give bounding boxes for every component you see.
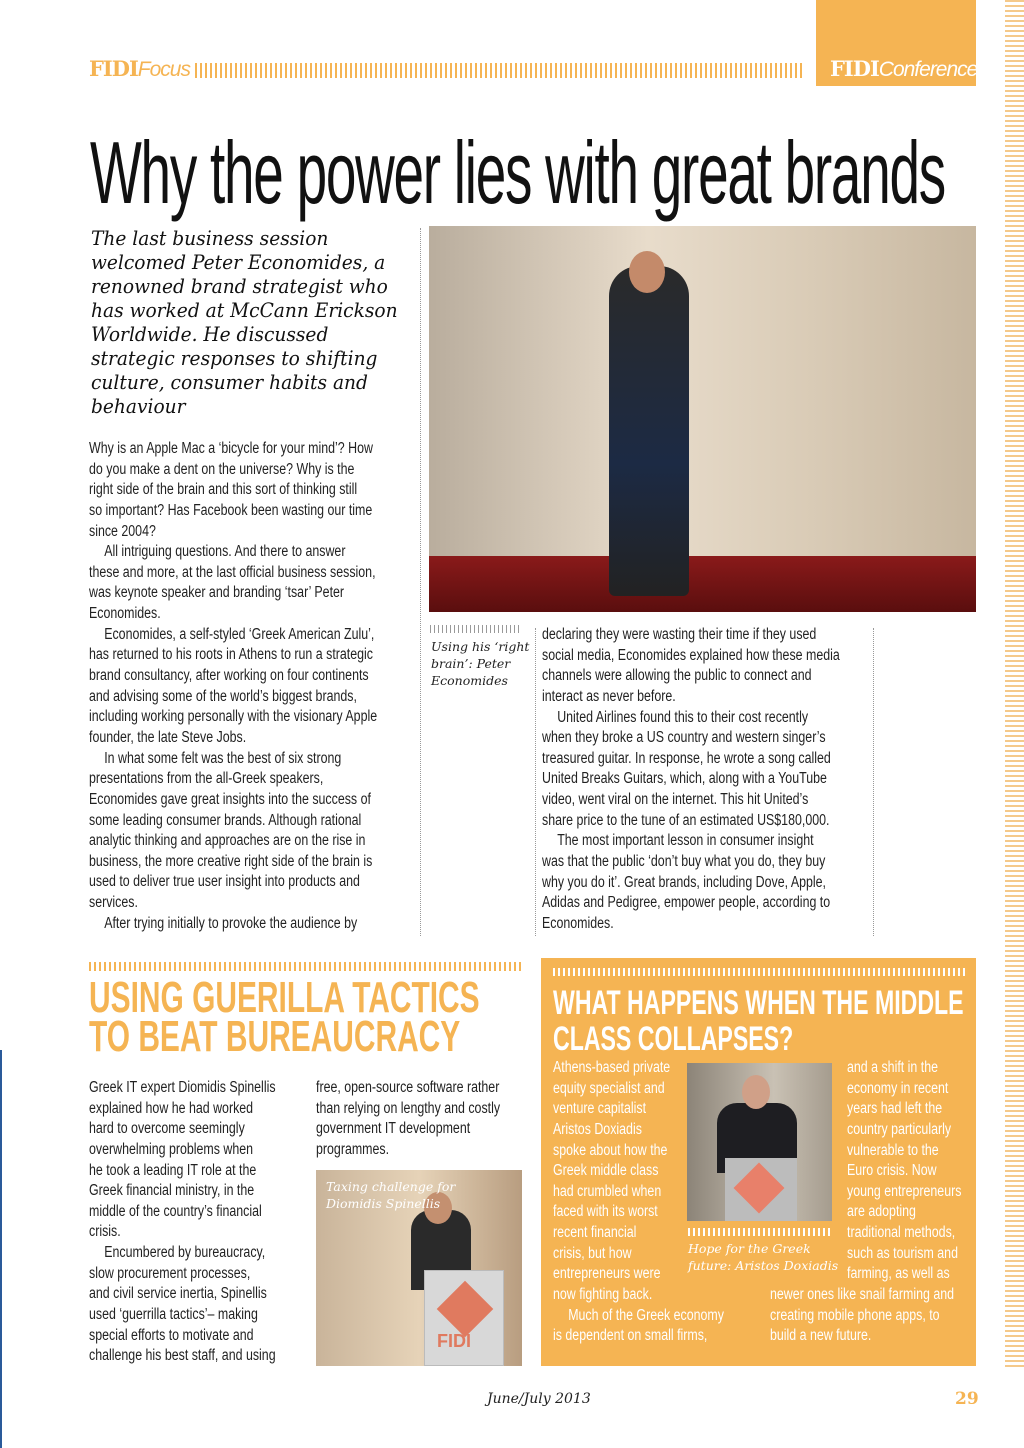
section-stripe: [553, 968, 967, 976]
text-line: middle of the country’s financial: [89, 1202, 262, 1220]
text-line: used ‘guerrilla tactics’– making: [89, 1306, 258, 1324]
text-line: creating mobile phone apps, to: [770, 1306, 940, 1324]
text-line: traditional methods,: [847, 1224, 956, 1242]
text-line: build a new future.: [770, 1327, 872, 1345]
deck-line: has worked at McCann Erickson: [91, 298, 398, 322]
text-line: was keynote speaker and branding ‘tsar’ Peter: [89, 584, 345, 602]
text-line: faced with its worst: [553, 1203, 658, 1221]
text-line: Euro crisis. Now: [847, 1162, 937, 1180]
caption-line: brain’: Peter: [431, 656, 511, 671]
text-line: entrepreneurs were: [553, 1265, 661, 1283]
speaker-photo: [429, 226, 976, 612]
caption-line: Diomidis Spinellis: [326, 1196, 441, 1211]
text-line: hard to overcome seemingly: [89, 1120, 245, 1138]
text-line: government IT development: [316, 1120, 471, 1138]
caption-stripe: [430, 625, 522, 633]
deck-line: strategic responses to shifting: [91, 346, 378, 370]
text-line: and a shift in the: [847, 1059, 938, 1076]
text-line: equity specialist and: [553, 1079, 665, 1097]
deck-line: culture, consumer habits and: [91, 370, 368, 394]
conference-tab[interactable]: [816, 0, 976, 86]
text-line: presentations from the all-Greek speakers,: [89, 770, 324, 788]
text-line: interact as never before.: [542, 687, 676, 705]
text-line: do you make a dent on the universe? Why is the: [89, 460, 355, 478]
text-line: right side of the brain and this sort of thinking still: [89, 481, 358, 499]
article-deck: [91, 226, 421, 418]
doxiadis-photo: [687, 1063, 832, 1221]
text-line: challenge his best staff, and using: [89, 1347, 276, 1365]
text-line: treasured guitar. In response, he wrote a song called: [542, 749, 831, 767]
caption-line: Using his ‘right: [431, 639, 530, 654]
text-line: Why is an Apple Mac a ‘bicycle for your mind’? How: [89, 440, 373, 457]
text-line: Encumbered by bureaucracy,: [104, 1244, 266, 1262]
heading-line: CLASS COLLAPSES?: [553, 1020, 794, 1058]
text-line: years had left the: [847, 1100, 943, 1118]
section-brand: FIDI: [89, 56, 138, 81]
heading-line: TO BEAT BUREAUCRACY: [89, 1012, 461, 1061]
text-line: business, the more creative right side of the brain is: [89, 852, 373, 870]
text-line: economy in recent: [847, 1079, 949, 1097]
text-line: analytic thinking and approaches are on the rise in: [89, 832, 366, 850]
heading-line: WHAT HAPPENS WHEN THE MIDDLE: [553, 984, 964, 1022]
section-name: Focus: [137, 58, 190, 81]
text-line: United Breaks Guitars, which, along with a YouTube: [542, 770, 827, 788]
text-line: recent financial: [553, 1224, 637, 1242]
body-column: [89, 1078, 322, 1367]
caption-line: Economides: [431, 673, 508, 688]
text-line: programmes.: [316, 1140, 390, 1158]
deck-line: behaviour: [91, 394, 186, 418]
text-line: young entrepreneurs: [847, 1182, 962, 1200]
text-line: used to deliver true user insight into products and: [89, 873, 360, 891]
caption-line: future: Aristos Doxiadis: [688, 1258, 839, 1273]
text-line: Greek IT expert Diomidis Spinellis: [89, 1079, 276, 1096]
text-line: some leading consumer brands. Although rational: [89, 811, 362, 829]
text-line: and advising some of the world’s biggest brands,: [89, 687, 357, 705]
text-line: he took a leading IT role at the: [89, 1161, 257, 1179]
deck-line: renowned brand strategist who: [91, 274, 388, 298]
text-line: free, open-source software rather: [316, 1079, 500, 1096]
section-heading: [553, 985, 1024, 1057]
issue-date: June/July 2013: [487, 1391, 591, 1407]
body-column: [847, 1058, 990, 1285]
text-line: slow procurement processes,: [89, 1264, 251, 1282]
text-line: are adopting: [847, 1203, 916, 1221]
deck-line: The last business session: [91, 226, 329, 250]
text-line: farming, as well as: [847, 1265, 950, 1283]
text-line: explained how he had worked: [89, 1099, 254, 1117]
body-column: [89, 439, 449, 934]
text-line: overwhelming problems when: [89, 1140, 254, 1158]
text-line: than relying on lengthy and costly: [316, 1099, 501, 1117]
text-line: share price to the tune of an estimated US$180,000.: [542, 811, 830, 829]
header-stripe: [195, 63, 805, 78]
body-column: [542, 625, 914, 935]
text-line: now fighting back.: [553, 1286, 653, 1304]
podium-logo: FIDI: [437, 1331, 471, 1351]
text-line: Economides.: [542, 914, 614, 932]
text-line: spoke about how the: [553, 1141, 668, 1159]
edge-stripes: [1005, 0, 1024, 1370]
deck-line: Worldwide. He discussed: [91, 322, 329, 346]
text-line: Adidas and Pedigree, empower people, according to: [542, 894, 831, 912]
photo-caption: [326, 1178, 455, 1212]
text-line: is dependent on small firms,: [553, 1327, 708, 1345]
text-line: After trying initially to provoke the audience by: [104, 914, 358, 932]
text-line: channels were allowing the public to connect and: [542, 667, 812, 685]
text-line: Greek financial ministry, in the: [89, 1182, 255, 1200]
text-line: newer ones like snail farming and: [770, 1286, 955, 1303]
text-line: was that the public ‘don’t buy what you do, they buy: [542, 853, 826, 871]
text-line: All intriguing questions. And there to answer: [104, 543, 346, 561]
edge-line: [0, 1050, 2, 1448]
text-line: video, went viral on the internet. This hit United’s: [542, 791, 809, 809]
text-line: vulnerable to the: [847, 1141, 939, 1159]
text-line: so important? Has Facebook been wasting our time: [89, 501, 373, 519]
text-line: Economides.: [89, 605, 161, 623]
text-line: Economides gave great insights into the success of: [89, 790, 371, 808]
text-line: had crumbled when: [553, 1182, 662, 1200]
text-line: when they broke a US country and western singer’s: [542, 729, 826, 747]
text-line: services.: [89, 894, 138, 912]
deck-line: welcomed Peter Economides, a: [91, 250, 386, 274]
caption-line: Taxing challenge for: [326, 1179, 456, 1194]
text-line: brand consultancy, after working on four continents: [89, 667, 369, 685]
text-line: these and more, at the last official business session,: [89, 563, 376, 581]
text-line: has returned to his roots in Athens to run a strategic: [89, 646, 373, 664]
text-line: founder, the late Steve Jobs.: [89, 728, 247, 746]
text-line: Athens-based private: [553, 1059, 671, 1076]
page-title: Why the power lies with great brands: [90, 123, 945, 222]
caption-stripe: [688, 1228, 832, 1236]
text-line: declaring they were wasting their time if they used: [542, 626, 817, 643]
section-stripe: [89, 962, 522, 971]
text-line: Much of the Greek economy: [568, 1306, 724, 1324]
tab-brand: FIDI: [830, 56, 879, 81]
photo-caption: [688, 1240, 838, 1274]
spinellis-photo: [316, 1170, 522, 1366]
text-line: why you do it’. Great brands, including Dove, Apple,: [542, 873, 826, 891]
text-line: such as tourism and: [847, 1244, 958, 1262]
caption-line: Hope for the Greek: [688, 1241, 811, 1256]
text-line: venture capitalist: [553, 1100, 647, 1118]
text-line: Greek middle class: [553, 1162, 659, 1180]
section-label: [89, 56, 190, 82]
text-line: Economides, a self-styled ‘Greek American Zulu’,: [104, 625, 375, 643]
text-line: since 2004?: [89, 522, 156, 540]
text-line: crisis.: [89, 1223, 121, 1241]
text-line: crisis, but how: [553, 1244, 632, 1262]
tab-name: Conference: [878, 58, 978, 81]
column-divider: [535, 628, 536, 936]
text-line: including working personally with the visionary Apple: [89, 708, 378, 726]
text-line: special efforts to motivate and: [89, 1326, 254, 1344]
body-column: [316, 1078, 546, 1161]
photo-caption: [431, 638, 529, 689]
text-line: In what some felt was the best of six strong: [104, 749, 342, 767]
text-line: Aristos Doxiadis: [553, 1120, 642, 1138]
heading-line: USING GUERILLA TACTICS: [89, 973, 480, 1022]
page-number: 29: [955, 1389, 979, 1409]
body-column: [770, 1285, 1000, 1347]
text-line: United Airlines found this to their cost recently: [557, 708, 809, 726]
text-line: and civil service inertia, Spinellis: [89, 1285, 267, 1303]
text-line: The most important lesson in consumer insight: [557, 832, 814, 850]
text-line: social media, Economides explained how these media: [542, 646, 840, 664]
text-line: country particularly: [847, 1120, 952, 1138]
